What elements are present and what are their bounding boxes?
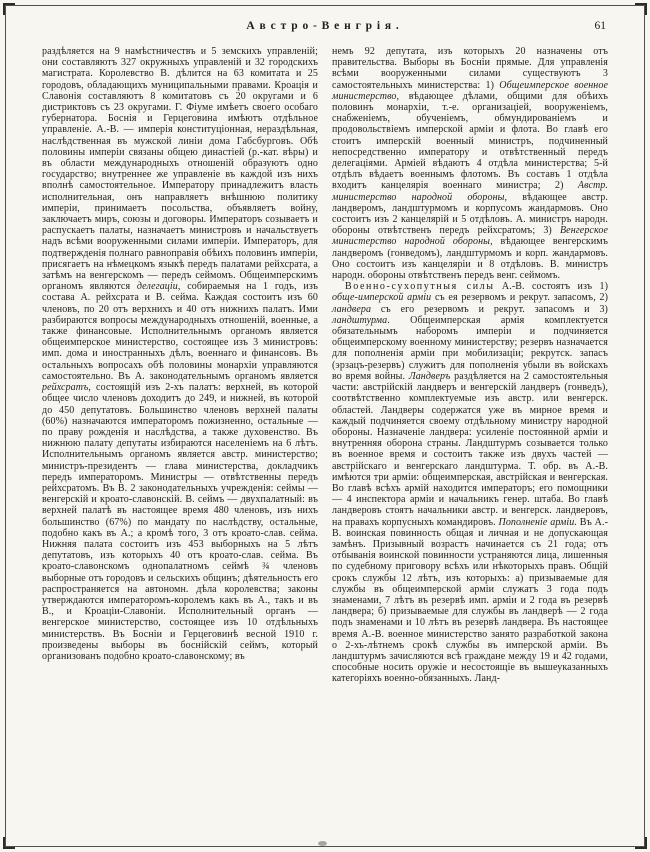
scan-artifact <box>318 841 327 846</box>
body-paragraph: раздѣляется на 9 намѣстничествъ и 5 земскихъ управленій; они составляютъ 327 окружныхъ управленій и 32 городскихъ магистрата. Королевство В. дѣлится на 63 комитата и 25 городовъ, обладающихъ муниципальными правами. Кроація и Славонія составляютъ 8 комитатовъ съ 20 округами и 6 дистриктовъ съ 23 округами. Г. Фіуме имѣетъ своего особаго губернатора. Боснія и Герцеговина имѣютъ отдѣльное управленіе. А.-В. — имперія конституціонная, нераздѣльная, наслѣдственная въ мужской линіи дома Габсбурговъ. Обѣ половины имперіи связаны общею династіей (р.-кат. вѣры) и въ области международныхъ отношеній образуютъ одно государство; внутреннее же управленіе въ каждой изъ нихъ вполнѣ самостоятельное. Императору принадлежитъ власть исполнительная, онъ направляетъ внѣшнюю политику имперіи, принимаетъ посольства, объявляетъ войну, заключаетъ миръ, союзы и договоры. Императоръ созываетъ и распускаетъ палаты, назначаетъ министровъ и начальствуетъ надъ всѣми вооруженными силами имперіи. Императоръ, для подтвержденія полнаго равноправія обѣихъ половинъ имперіи, присягаетъ на нѣмецкомъ языкѣ передъ палатами рейхсрата, а затѣмъ на венгерскомъ — передъ сеймомъ. Общеимперскимъ органомъ являются делегаціи, собираемыя на 1 годъ, изъ состава А. рейхсрата и В. сейма. Каждая состоитъ изъ 60 членовъ, по 20 отъ верхнихъ и 40 отъ нижнихъ палатъ. Ими разбираются вопросы международныхъ отношеній, военные, а также финансовые. Исполнительнымъ органомъ является общеимперское министерство, состоящее изъ 3 министровъ: имп. дома и иностранныхъ дѣлъ, военнаго и финансовъ. Въ остальныхъ вопросахъ обѣ половины монархіи управляются самостоятельно. Въ А. законодательнымъ органомъ является рейхсратъ, состоящій изъ 2-хъ палатъ: верхней, въ которой общее число членовъ доходитъ до 249, и нижней, въ которой до 450 депутатовъ. Большинство членовъ верхней палаты (60%) назначаются императоромъ пожизненно, остальные — по праву рожденія и наслѣдства, а также духовенство. Въ нижнюю палату депутаты избираются населеніемъ на 6 лѣтъ. Исполнительнымъ органомъ является австр. министерство; министръ-президентъ — глава министерства, докладчикъ передъ императоромъ. Министры — отвѣтственны передъ рейхсратомъ. Въ В. 2 законодательныхъ учрежденія: сеймы — венгерскій и кроато-славонскій. В. сеймъ — двухпалатный: въ верхней палатѣ въ настоящее время 480 членовъ, изъ нихъ большинство (67%) по мандату по наслѣдству, остальные, подобно какъ въ А.; а кромѣ того, 3 отъ кроато-слав. сейма. Нижняя палата состоитъ изъ 453 выборныхъ на 5 лѣтъ депутатовъ, изъ которыхъ 40 отъ кроато-слав. сейма. Въ кроато-славонскомъ однопалатномъ сеймѣ ¾ членовъ выборные отъ городовъ и сельскихъ общинъ; дѣятельность его распространяется на автономн. дѣла королевства; законы утверждаются императоромъ-королемъ какъ въ А., такъ и въ В., и Кроаціи-Славоніи. Исполнительный органъ — венгерское министерство, состоящее изъ 10 отдѣльныхъ министерствъ. Въ Босніи и Герцеговинѣ весной 1910 г. произведены выборы въ боснійскій сеймъ, который организованъ подобно кроато-славонскому; въ <box>42 46 318 662</box>
corner-mark-bottom-right <box>635 837 647 849</box>
page-header <box>42 20 608 36</box>
corner-mark-bottom-left <box>3 837 15 849</box>
text-column-left <box>42 46 318 685</box>
corner-mark-top-right <box>635 3 647 15</box>
page-number: 61 <box>594 20 606 32</box>
running-title: Австро-Венгрія. <box>246 20 404 32</box>
body-paragraph: немъ 92 депутата, изъ которыхъ 20 назначены отъ правительства. Выборы въ Босніи прямые. Для управленія всѣми вооруженными силами существуютъ 3 самостоятельныхъ министерства: 1) Общеимперское военное министерство, вѣдающее дѣлами, общими для обѣихъ половинъ монархіи, т.-е. организаціей, вооруженіемъ, снабженіемъ, обученіемъ, обмундированіемъ и продовольствіемъ имперской арміи и флота. Во главѣ его стоитъ имперскій военный министръ, подчиненный непосредственно императору и отвѣтственный передъ делегаціями. Арміей вѣдаютъ 4 отдѣла министерства; 5-й отдѣлъ вѣдаетъ военнымъ флотомъ. Въ составъ 1 отдѣла входитъ канцелярія военнаго министра; 2) Австр. министерство народной обороны, вѣдающее австр. ландверомъ, ландштурмомъ и корпусомъ жандармовъ. Оно состоитъ изъ 2 канцелярій и 5 отдѣловъ. А. министръ народн. обороны отвѣтственъ передъ рейхсратомъ; 3) Венгерское министерство народной обороны, вѣдающее венгерскимъ ландверомъ (гонведомъ), ландштурмомъ и корп. жандармовъ. Оно состоитъ изъ канцеляріи и 8 отдѣловъ. В. министръ народн. обороны отвѣтственъ передъ венг. сеймомъ. <box>332 46 609 282</box>
body-paragraph: Военно-сухопутныя силы А.-В. состоятъ изъ 1) обще-имперской арміи съ ея резервомъ и рекрут. запасомъ, 2) ландвера съ его резервомъ и рекрут. запасомъ и 3) ландштурма. Общеимперская армія комплектуется обязательнымъ наборомъ имперіи и подчиняется общеимперскому военному министерству; резервъ назначается для пополненія арміи при мобилизаціи; рекрутск. запасъ (эрзацъ-резервъ) служитъ для пополненія убыли въ войскахъ во время войны. Ландверъ раздѣляется на 2 самостоятельныя части: австрійскій ландверъ и венгерскій ландверъ (гонведъ), соотвѣтственно комплектуемые изъ австр. или венгерск. областей. Ландверы содержатся уже въ мирное время и каждый подчиняется своему отдѣльному министру народной обороны. Назначеніе ландвера: усиленіе постоянной арміи и внутренняя оборона страны. Ландштурмъ созывается только въ военное время и состоитъ также изъ двухъ частей — австрійскаго и венгерскаго ландштурма. Т. обр. въ А.-В. имѣются три арміи: общеимперская, австрійская и венгерская. Во главѣ всѣхъ армій находится императоръ; его помощники — 4 инспектора арміи и начальникъ генер. штаба. Во главѣ ландверовъ стоятъ начальники австр. и венгерск. ландверовъ, на правахъ корпусныхъ командировъ. Пополненіе арміи. Въ А.-В. воинская повинность общая и личная и не допускающая замѣнъ. Призывный возрастъ начинается съ 21 года; отъ отбыванія воинской повинности устраняются лица, лишенныя по судебному приговору всѣхъ или нѣкоторыхъ правъ. Общій срокъ службы 12 лѣтъ, изъ которыхъ: а) призываемые для службы въ общеимперской арміи служатъ 3 года подъ знаменами, 7 лѣтъ въ резервѣ имп. арміи и 2 года въ резервѣ ландвера; б) призываемые для службы въ ландверѣ — 2 года подъ знаменами и 10 лѣтъ въ резервѣ ландвера. Въ настоящее время А.-В. военное министерство занято разработкой закона о 2-хъ-лѣтнемъ срокѣ службы въ имперской арміи. Въ ландштурмъ зачисляются всѣ граждане между 19 и 42 годами, способные носить оружіе и несостоящіе въ вышеуказанныхъ категоріяхъ военно-обязанныхъ. Ланд- <box>332 281 609 685</box>
corner-mark-top-left <box>3 3 15 15</box>
page-body <box>0 42 650 685</box>
text-column-right <box>332 46 608 685</box>
